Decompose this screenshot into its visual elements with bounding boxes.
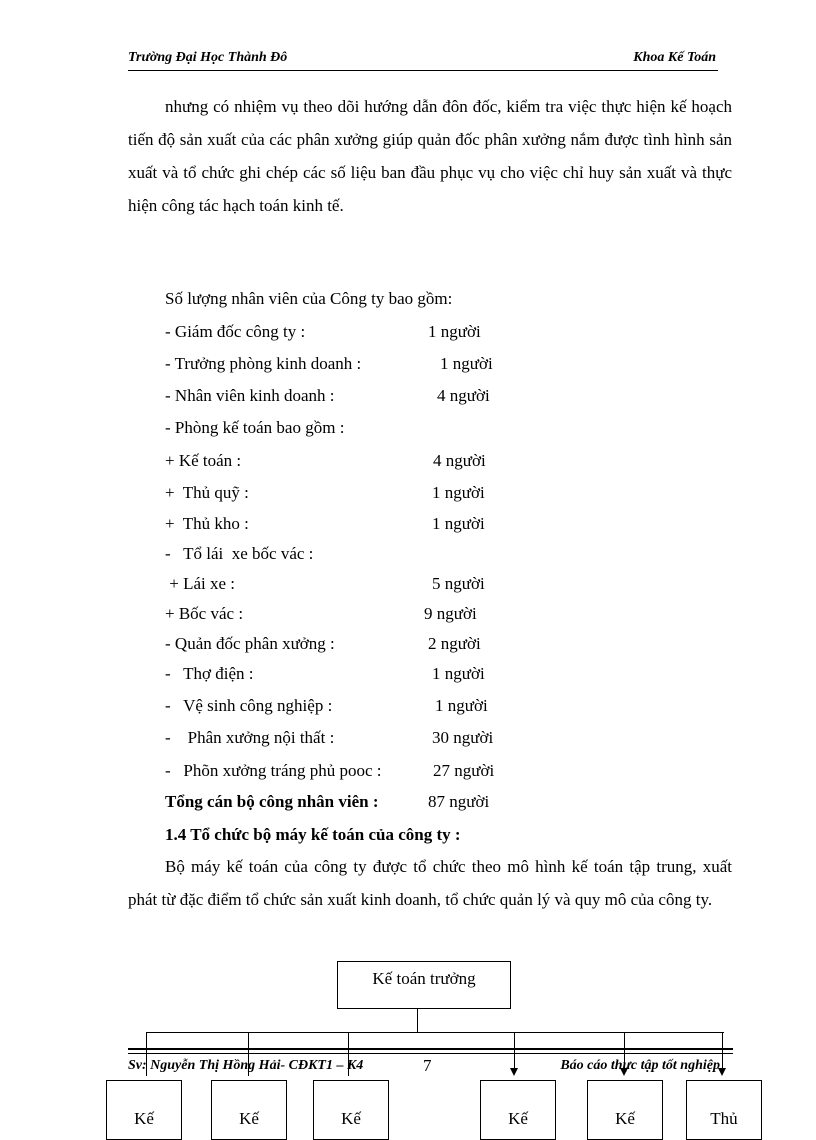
chart-box-5-label: Kế [615,1109,635,1128]
header-right: Khoa Kế Toán [633,50,716,65]
staff-count: 1 người [440,354,493,373]
staff-label: - Phòng kế toán bao gồm : [165,418,345,437]
staff-label: - Trưởng phòng kinh doanh : [165,354,362,373]
arrow-down-icon [510,1068,518,1076]
footer-left: Sv: Nguyễn Thị Hồng Hải- CĐKT1 – K4 [128,1058,364,1073]
chart-box-4-label: Kế [508,1109,528,1128]
staff-label: - Giám đốc công ty : [165,322,306,341]
chart-box-2 [211,1080,287,1140]
staff-count: 1 người [432,483,485,502]
staff-label: - Quản đốc phân xưởng : [165,634,335,653]
staff-label: + Lái xe : [165,574,236,593]
chart-connector-horizontal [146,1032,724,1033]
chart-box-1-label: Kế [134,1109,154,1128]
paragraph-accounting-text: Bộ máy kế toán của công ty được tổ chức theo mô hình kế toán tập trung, xuất phát từ đặc điểm tổ chức sản xuất kinh doanh, tổ chức quản lý và quy mô của công ty. [128,857,732,909]
header-left: Trường Đại Học Thành Đô [128,50,288,65]
staff-count: 1 người [428,322,481,341]
footer-rule-bottom [128,1053,733,1054]
staff-count: 9 người [424,604,477,623]
chart-box-3-label: Kế [341,1109,361,1128]
staff-count: 4 người [437,386,490,405]
staff-intro: Số lượng nhân viên của Công ty bao gồm: [165,289,453,308]
chart-connector-6 [722,1032,723,1068]
paragraph-accounting [128,850,732,916]
staff-label: + Bốc vác : [165,604,244,623]
chart-box-6-label: Thủ [710,1109,738,1128]
chart-box-5 [587,1080,663,1140]
chart-box-1 [106,1080,182,1140]
chart-connector-top [417,1009,418,1033]
chart-box-6 [686,1080,762,1140]
staff-count: 1 người [435,696,488,715]
chart-box-chief-accountant-label: Kế toán trưởng [372,969,476,988]
paragraph-intro [128,90,732,222]
chart-box-3 [313,1080,389,1140]
staff-label: - Tổ lái xe bốc vác : [165,544,314,563]
chart-box-chief-accountant [337,961,511,1009]
chart-connector-4 [514,1032,515,1068]
total-label: Tổng cán bộ công nhân viên : [165,792,379,811]
section-heading: 1.4 Tổ chức bộ máy kế toán của công ty : [165,825,461,844]
staff-count: 5 người [432,574,485,593]
total-count: 87 người [428,792,490,811]
staff-label: + Kế toán : [165,451,242,470]
staff-count: 30 người [432,728,494,747]
staff-count: 4 người [433,451,486,470]
footer-rule-top [128,1048,733,1050]
staff-label: - Phân xưởng nội thất : [165,728,335,747]
chart-box-4 [480,1080,556,1140]
staff-count: 1 người [432,664,485,683]
staff-label: - Nhân viên kinh doanh : [165,386,335,405]
header-rule [128,70,718,71]
footer-right: Báo cáo thực tập tốt nghiệp [560,1058,720,1073]
staff-count: 2 người [428,634,481,653]
staff-count: 1 người [432,514,485,533]
staff-label: - Phõn xưởng tráng phủ pooc : [165,761,382,780]
staff-count: 27 người [433,761,495,780]
paragraph-intro-text: nhưng có nhiệm vụ theo dõi hướng dẫn đôn đốc, kiểm tra việc thực hiện kế hoạch tiến độ sản xuất của các phân xưởng giúp quản đốc phân xưởng nắm được tình hình sản xuất và tổ chức ghi chép các số liệu ban đầu phục vụ cho việc chỉ huy sản xuất và thực hiện công tác hạch toán kinh tế. [128,97,732,215]
staff-label: + Thủ quỹ : [165,483,249,502]
staff-label: + Thủ kho : [165,514,249,533]
staff-label: - Vệ sinh công nghiệp : [165,696,333,715]
staff-label: - Thợ điện : [165,664,254,683]
page-number: 7 [423,1056,432,1075]
chart-box-2-label: Kế [239,1109,259,1128]
